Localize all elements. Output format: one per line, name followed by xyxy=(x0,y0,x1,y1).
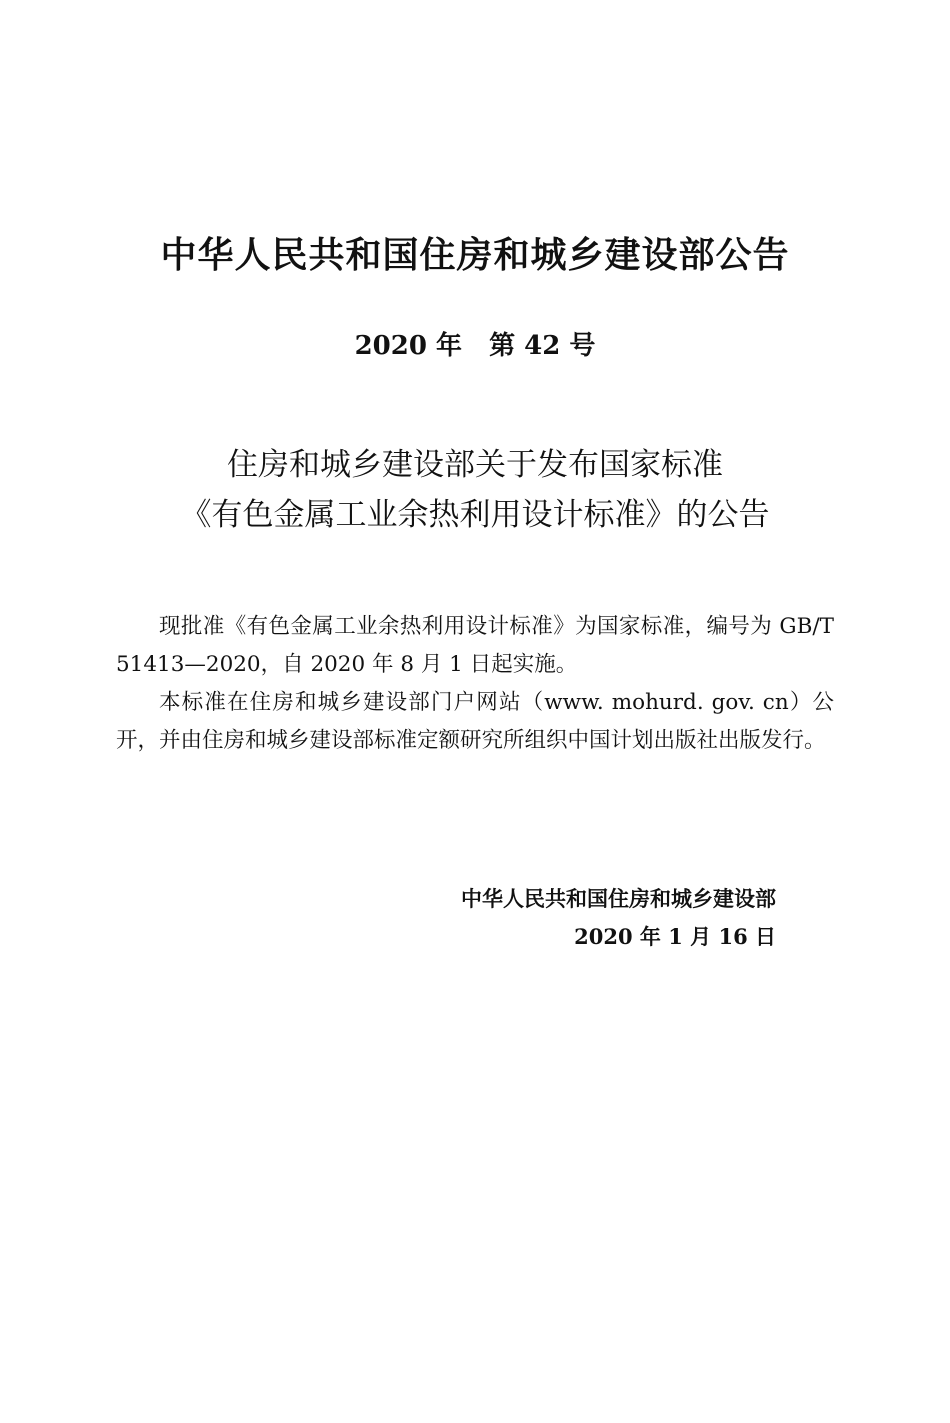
issue-date: 2020 年 1 月 16 日 xyxy=(574,924,776,949)
body-paragraph-publication: 本标准在住房和城乡建设部门户网站（www. mohurd. gov. cn）公开，并由住房和城乡建设部标准定额研究所组织中国计划出版社出版发行。 xyxy=(116,690,834,753)
document-title xyxy=(0,440,950,540)
ministry-announcement-heading: 中华人民共和国住房和城乡建设部公告 xyxy=(160,235,790,276)
body-paragraph-approval: 现批准《有色金属工业余热利用设计标准》为国家标准，编号为 GB/T 51413—2020，自 2020 年 8 月 1 日起实施。 xyxy=(116,614,834,677)
announcement-body xyxy=(116,608,834,760)
document-title-line-1: 住房和城乡建设部关于发布国家标准 xyxy=(227,447,723,483)
signature-block xyxy=(461,880,776,956)
issuer-name: 中华人民共和国住房和城乡建设部 xyxy=(461,887,776,911)
announcement-number: 2020 年 第 42 号 xyxy=(354,331,596,361)
document-title-line-2: 《有色金属工业余热利用设计标准》的公告 xyxy=(180,497,770,533)
